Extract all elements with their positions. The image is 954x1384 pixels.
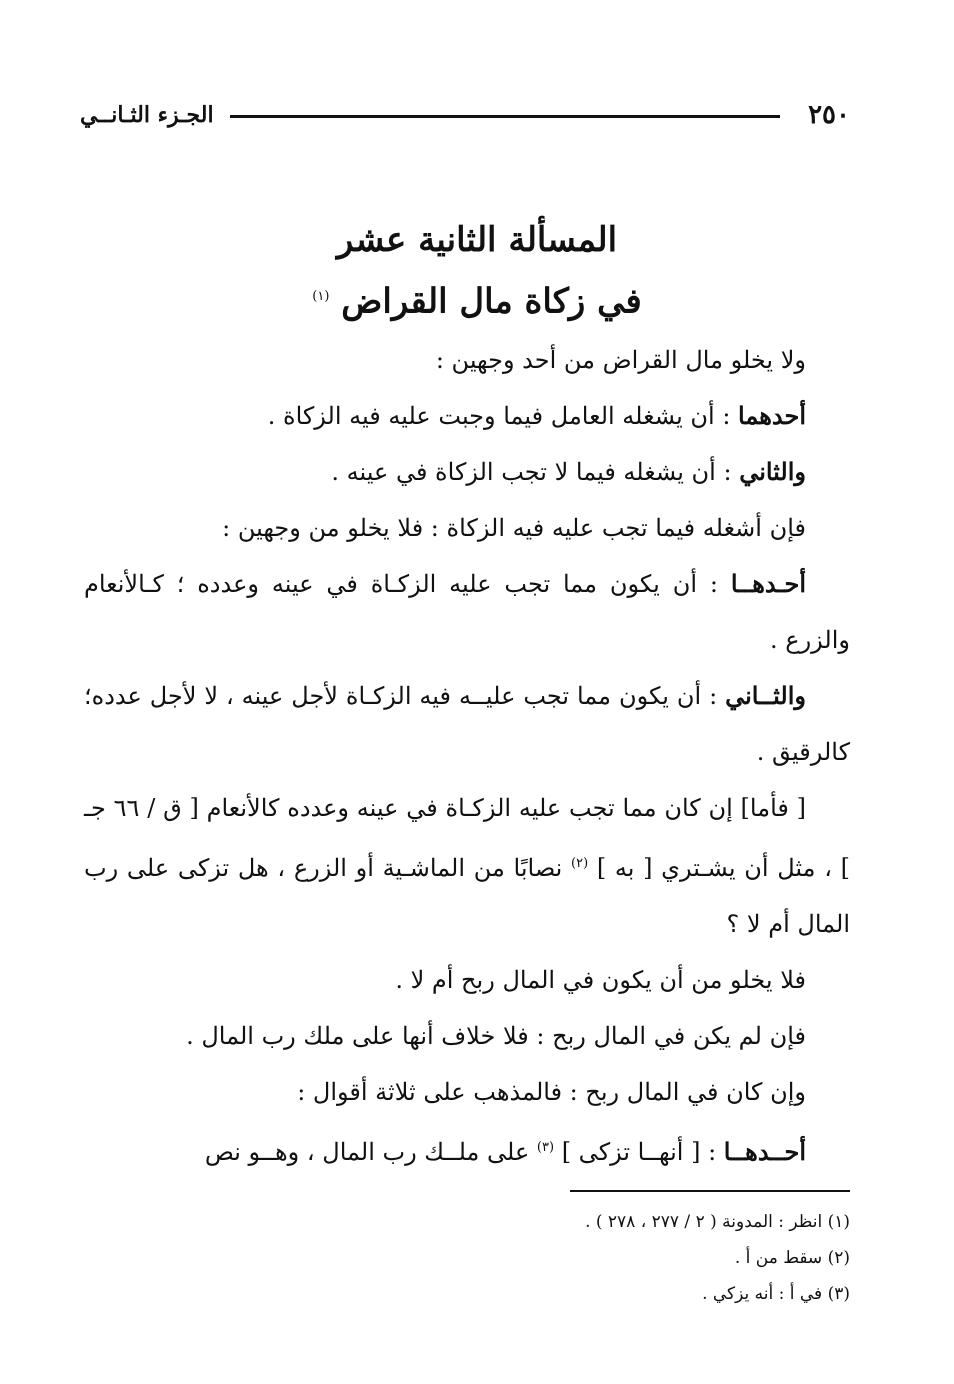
- paragraph-text: على ملــك رب المال ، وهــو نص: [204, 1138, 537, 1166]
- paragraph: [84, 1120, 850, 1180]
- paragraph: [84, 556, 850, 668]
- paragraph-text: : [ أنهــا تزكى ]: [554, 1138, 724, 1166]
- paragraph: [84, 388, 850, 444]
- paragraph: [84, 444, 850, 500]
- paragraph: [84, 952, 850, 1008]
- page-number: ٢٥٠: [808, 100, 850, 130]
- paragraph-text: فلا يخلو من أن يكون في المال ربح أم لا .: [395, 966, 806, 994]
- footnote-ref-2: (٢): [571, 856, 589, 871]
- running-head: الجـزء الثـانــي: [80, 102, 214, 128]
- paragraph-text: ولا يخلو مال القراض من أحد وجهين :: [435, 346, 806, 374]
- paragraph-text: : أن يكون مما تجب عليه الزكـاة في عينه وعدده ؛ كـالأنعام والزرع .: [84, 570, 850, 654]
- paragraph-text: [ فأما] إن كان مما تجب عليه الزكـاة في عينه وعدده كالأنعام [ ق / ٦٦ جـ ] ، مثل أن يشـتري [ به ]: [84, 794, 851, 882]
- footnote-ref-1: (١): [312, 289, 330, 304]
- page-header: [80, 95, 850, 135]
- paragraph-text: فإن لم يكن في المال ربح : فلا خلاف أنها على ملك رب المال .: [186, 1022, 806, 1050]
- paragraph-text: : أن يشغله فيما لا تجب الزكاة في عينه .: [331, 458, 740, 486]
- section-subtitle: [0, 272, 954, 326]
- paragraph-text: : أن يكون مما تجب عليــه فيه الزكـاة لأجل عينه ، لا لأجل عدده؛ كالرقيق .: [84, 682, 850, 766]
- paragraph-term: أحـدهــا: [730, 569, 806, 598]
- footnote-rule: [570, 1190, 850, 1192]
- footnotes: [150, 1204, 850, 1312]
- paragraph: [84, 1008, 850, 1064]
- paragraph-term: والثــاني: [725, 681, 806, 710]
- paragraph-term: أحــدهــا: [723, 1137, 806, 1166]
- paragraph-text: : أن يشغله العامل فيما وجبت عليه فيه الزكاة .: [267, 402, 739, 430]
- paragraph-text: نصابًا من الماشـية أو الزرع ، هل تزكى على رب المال أم لا ؟: [84, 854, 850, 938]
- paragraph-text: فإن أشغله فيما تجب عليه فيه الزكاة : فلا يخلو من وجهين :: [222, 514, 806, 542]
- paragraph-term: والثاني: [739, 457, 806, 486]
- paragraph: [84, 780, 850, 952]
- footnote: (٣) في أ : أنه يزكي .: [702, 1284, 850, 1304]
- body-text: [84, 332, 850, 1180]
- paragraph: [84, 500, 850, 556]
- footnote-ref-3: (٣): [536, 1140, 555, 1155]
- header-rule: [230, 115, 780, 118]
- paragraph-text: وإن كان في المال ربح : فالمذهب على ثلاثة أقوال :: [297, 1078, 806, 1106]
- paragraph: [84, 668, 850, 780]
- footnote: (٢) سقط من أ .: [734, 1248, 850, 1268]
- section-title: المسألة الثانية عشر: [336, 220, 618, 260]
- subtitle-text: في زكاة مال القراض: [341, 281, 642, 322]
- paragraph-term: أحدهما: [738, 401, 806, 430]
- paragraph: [84, 332, 850, 388]
- footnote: (١) انظر : المدونة ( ٢ / ٢٧٧ ، ٢٧٨ ) .: [585, 1212, 850, 1232]
- paragraph: [84, 1064, 850, 1120]
